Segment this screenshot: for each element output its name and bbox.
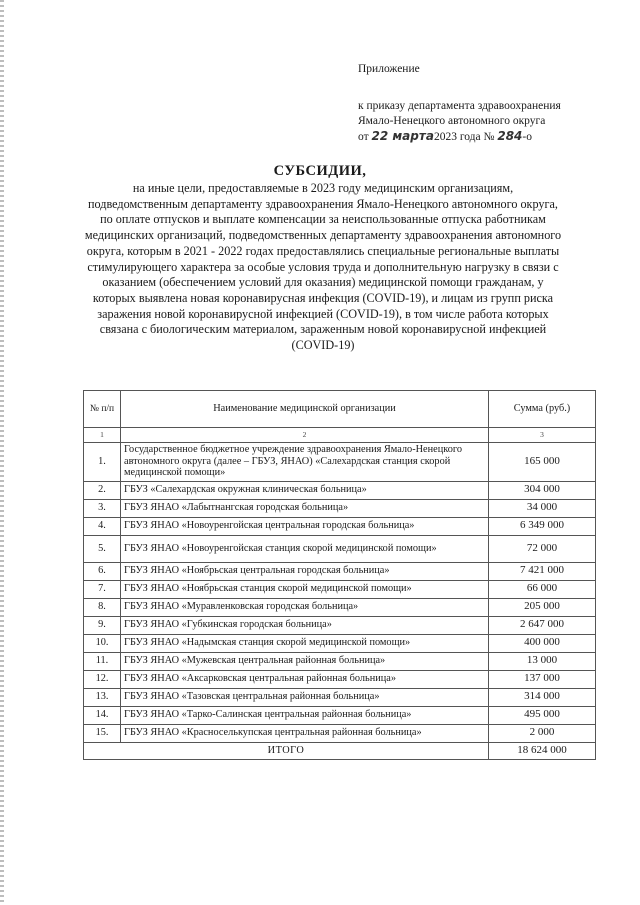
row-name: ГБУЗ ЯНАО «Тазовская центральная районная больница»: [121, 688, 489, 706]
row-number: 6.: [84, 562, 121, 580]
table-row: [84, 652, 596, 670]
document-heading: СУБСИДИИ,: [273, 163, 367, 179]
row-sum: 13 000: [489, 652, 596, 670]
row-sum: 205 000: [489, 598, 596, 616]
row-number: 10.: [84, 634, 121, 652]
row-number: 15.: [84, 724, 121, 742]
row-name: ГБУЗ ЯНАО «Муравленковская городская больница»: [121, 598, 489, 616]
row-number: 1.: [84, 442, 121, 481]
row-name: ГБУЗ ЯНАО «Ноябрьская станция скорой медицинской помощи»: [121, 580, 489, 598]
row-number: 2.: [84, 481, 121, 499]
index-col-3: 3: [489, 428, 596, 443]
handwritten-date: 22 марта: [371, 129, 434, 143]
row-number: 7.: [84, 580, 121, 598]
row-sum: 6 349 000: [489, 517, 596, 535]
row-name: ГБУЗ ЯНАО «Лабытнангская городская больница»: [121, 499, 489, 517]
row-name: ГБУЗ ЯНАО «Надымская станция скорой медицинской помощи»: [121, 634, 489, 652]
row-number: 11.: [84, 652, 121, 670]
table-row: [84, 580, 596, 598]
row-name: ГБУЗ ЯНАО «Мужевская центральная районная больница»: [121, 652, 489, 670]
row-sum: 304 000: [489, 481, 596, 499]
subsidy-table: [83, 390, 596, 760]
header-sum: Сумма (руб.): [489, 391, 596, 428]
row-number: 3.: [84, 499, 121, 517]
row-name: Государственное бюджетное учреждение здравоохранения Ямало-Ненецкого автономного округа (далее – ГБУЗ, ЯНАО) «Салехардская станция скорой медицинской помощи»: [121, 442, 489, 481]
number-suffix: -о: [522, 131, 532, 143]
row-number: 8.: [84, 598, 121, 616]
row-name: ГБУЗ «Салехардская окружная клиническая больница»: [121, 481, 489, 499]
row-sum: 400 000: [489, 634, 596, 652]
table-index-row: [84, 428, 596, 443]
table-header-row: [84, 391, 596, 428]
table-row: [84, 706, 596, 724]
row-sum: 137 000: [489, 670, 596, 688]
row-sum: 34 000: [489, 499, 596, 517]
index-col-2: 2: [121, 428, 489, 443]
header-num: № п/п: [84, 391, 121, 428]
row-name: ГБУЗ ЯНАО «Аксарковская центральная районная больница»: [121, 670, 489, 688]
appendix-line-2: Ямало-Ненецкого автономного округа: [358, 115, 546, 127]
scan-edge: [0, 0, 4, 905]
table-row: [84, 535, 596, 562]
table-row: [84, 517, 596, 535]
row-sum: 314 000: [489, 688, 596, 706]
table-row: [84, 634, 596, 652]
row-sum: 7 421 000: [489, 562, 596, 580]
handwritten-number: 284: [497, 129, 523, 143]
table-row: [84, 598, 596, 616]
table-row: [84, 616, 596, 634]
row-number: 13.: [84, 688, 121, 706]
row-name: ГБУЗ ЯНАО «Новоуренгойская станция скорой медицинской помощи»: [121, 535, 489, 562]
table-row: [84, 724, 596, 742]
appendix-line-1: к приказу департамента здравоохранения: [358, 100, 561, 112]
row-name: ГБУЗ ЯНАО «Губкинская городская больница»: [121, 616, 489, 634]
row-sum: 66 000: [489, 580, 596, 598]
date-prefix: от: [358, 131, 369, 143]
table-row: [84, 688, 596, 706]
row-name: ГБУЗ ЯНАО «Ноябрьская центральная городская больница»: [121, 562, 489, 580]
date-suffix: 2023 года №: [433, 131, 495, 143]
row-number: 9.: [84, 616, 121, 634]
table-total-row: [84, 742, 596, 759]
table-row: [84, 562, 596, 580]
table-row: [84, 499, 596, 517]
row-sum: 495 000: [489, 706, 596, 724]
row-sum: 165 000: [489, 442, 596, 481]
row-sum: 2 647 000: [489, 616, 596, 634]
index-col-1: 1: [84, 428, 121, 443]
appendix-block: [358, 62, 561, 145]
row-number: 14.: [84, 706, 121, 724]
table-row: [84, 481, 596, 499]
appendix-date-line: [358, 129, 561, 145]
row-name: ГБУЗ ЯНАО «Тарко-Салинская центральная районная больница»: [121, 706, 489, 724]
row-number: 4.: [84, 517, 121, 535]
row-number: 12.: [84, 670, 121, 688]
row-sum: 72 000: [489, 535, 596, 562]
table-row: [84, 670, 596, 688]
appendix-title: Приложение: [358, 63, 420, 75]
row-sum: 2 000: [489, 724, 596, 742]
row-name: ГБУЗ ЯНАО «Новоуренгойская центральная городская больница»: [121, 517, 489, 535]
total-label: ИТОГО: [84, 742, 489, 759]
table-row: [84, 442, 596, 481]
total-sum: 18 624 000: [489, 742, 596, 759]
document-description: на иные цели, предоставляемые в 2023 году медицинским организациям, подведомственным департаменту здравоохранения Ямало-Ненецкого автономного округа, по оплате отпусков и выплате компенсации за неиспользованные отпуска работникам медицинских организаций, подведомственных департаменту здравоохранения автономного округа, которым в 2021 - 2022 годах предоставлялись специальные региональные выплаты стимулирующего характера за особые условия труда и дополнительную нагрузку в связи с оказанием (обеспечением условий для оказания) медицинской помощи гражданам, у которых выявлена новая коронавирусная инфекция (COVID-19), и лицам из групп риска заражения новой коронавирусной инфекцией (COVID-19), в том числе работа которых связана с биологическим материалом, зараженным новой коронавирусной инфекцией (COVID-19): [84, 181, 562, 353]
row-number: 5.: [84, 535, 121, 562]
header-name: Наименование медицинской организации: [121, 391, 489, 428]
row-name: ГБУЗ ЯНАО «Красноселькупская центральная районная больница»: [121, 724, 489, 742]
